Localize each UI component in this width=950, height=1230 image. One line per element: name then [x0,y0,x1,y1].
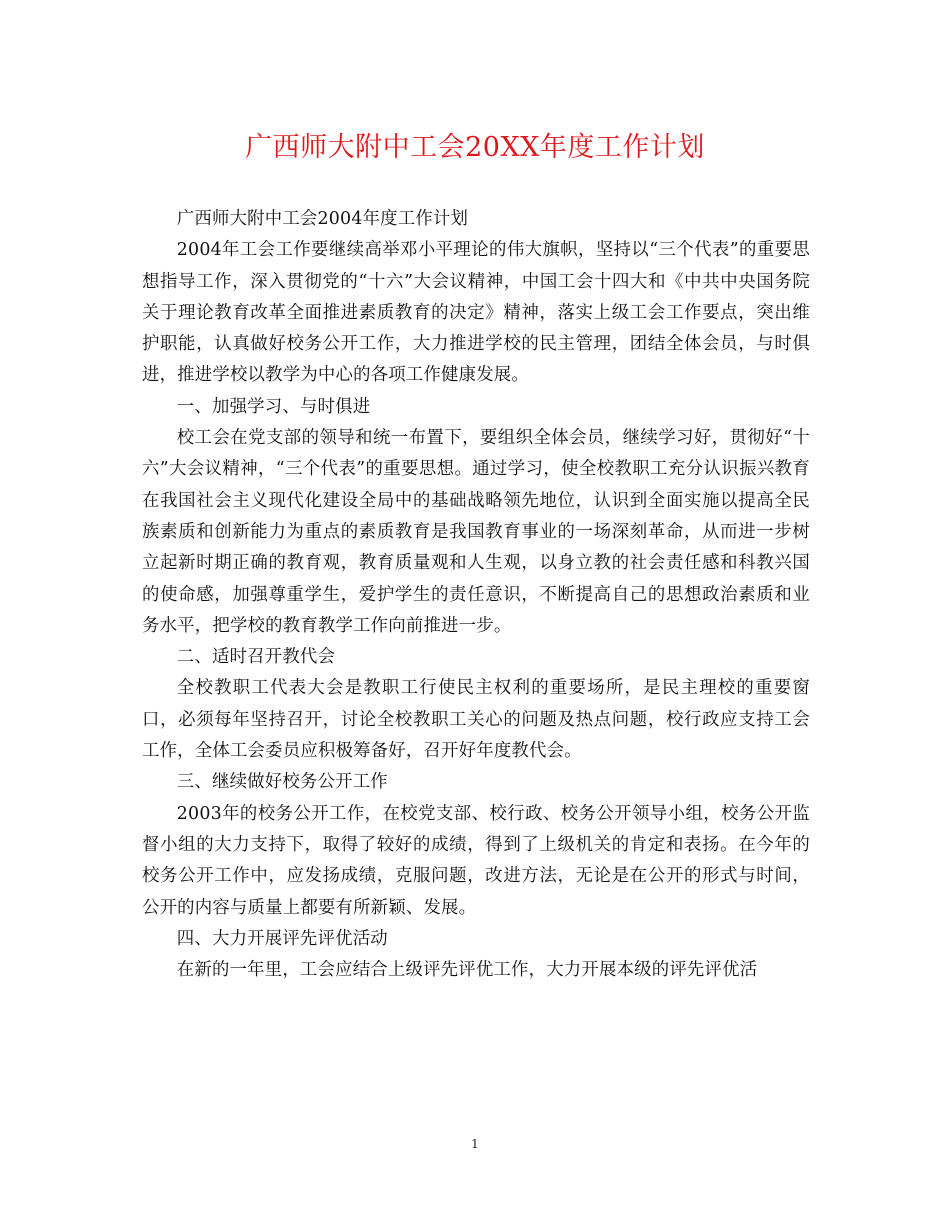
page-number: 1 [471,1137,479,1151]
document-body [142,204,810,986]
section-heading-2: 二、适时召开教代会 [176,647,336,668]
paragraph-section-1: 校工会在党支部的领导和统一布置下，要组织全体会员，继续学习好，贯彻好“十六”大会议精神，“三个代表”的重要思想。通过学习，使全校教职工充分认识振兴教育在我国社会主义现代化建设全局中的基础战略领先地位，认识到全面实施以提高全民族素质和创新能力为重点的素质教育是我国教育事业的一场深刻革命，从而进一步树立起新时期正确的教育观，教育质量观和人生观，以身立教的社会责任感和科教兴国的使命感，加强尊重学生，爱护学生的责任意识，不断提高自己的思想政治素质和业务水平，把学校的教育教学工作向前推进一步。 [142,428,810,636]
document-title: 广西师大附中工会20XX年度工作计划 [245,132,705,163]
section-heading-3: 三、继续做好校务公开工作 [176,772,388,793]
paragraph-section-4: 在新的一年里，工会应结合上级评先评优工作，大力开展本级的评先评优活 [176,960,758,981]
paragraph-section-3: 2003年的校务公开工作，在校党支部、校行政、校务公开领导小组，校务公开监督小组的大力支持下，取得了较好的成绩，得到了上级机关的肯定和表扬。在今年的校务公开工作中，应发扬成绩，克服问题，改进方法，无论是在公开的形式与时间，公开的内容与质量上都要有所新颖、发展。 [142,803,810,918]
section-heading-4: 四、大力开展评先评优活动 [176,928,388,949]
section-heading-1: 一、加强学习、与时俱进 [176,396,371,417]
paragraph-intro: 2004年工会工作要继续高举邓小平理论的伟大旗帜，坚持以“三个代表”的重要思想指导工作，深入贯彻党的“十六”大会议精神，中国工会十四大和《中共中央国务院关于理论教育改革全面推进素质教育的决定》精神，落实上级工会工作要点，突出维护职能，认真做好校务公开工作，大力推进学校的民主管理，团结全体会员，与时俱进，推进学校以教学为中心的各项工作健康发展。 [142,240,810,386]
paragraph-section-2: 全校教职工代表大会是教职工行使民主权利的重要场所，是民主理校的重要窗口，必须每年坚持召开，讨论全校教职工关心的问题及热点问题，校行政应支持工会工作，全体工会委员应积极筹备好，召开好年度教代会。 [142,678,810,762]
paragraph-subtitle: 广西师大附中工会2004年度工作计划 [176,209,469,229]
